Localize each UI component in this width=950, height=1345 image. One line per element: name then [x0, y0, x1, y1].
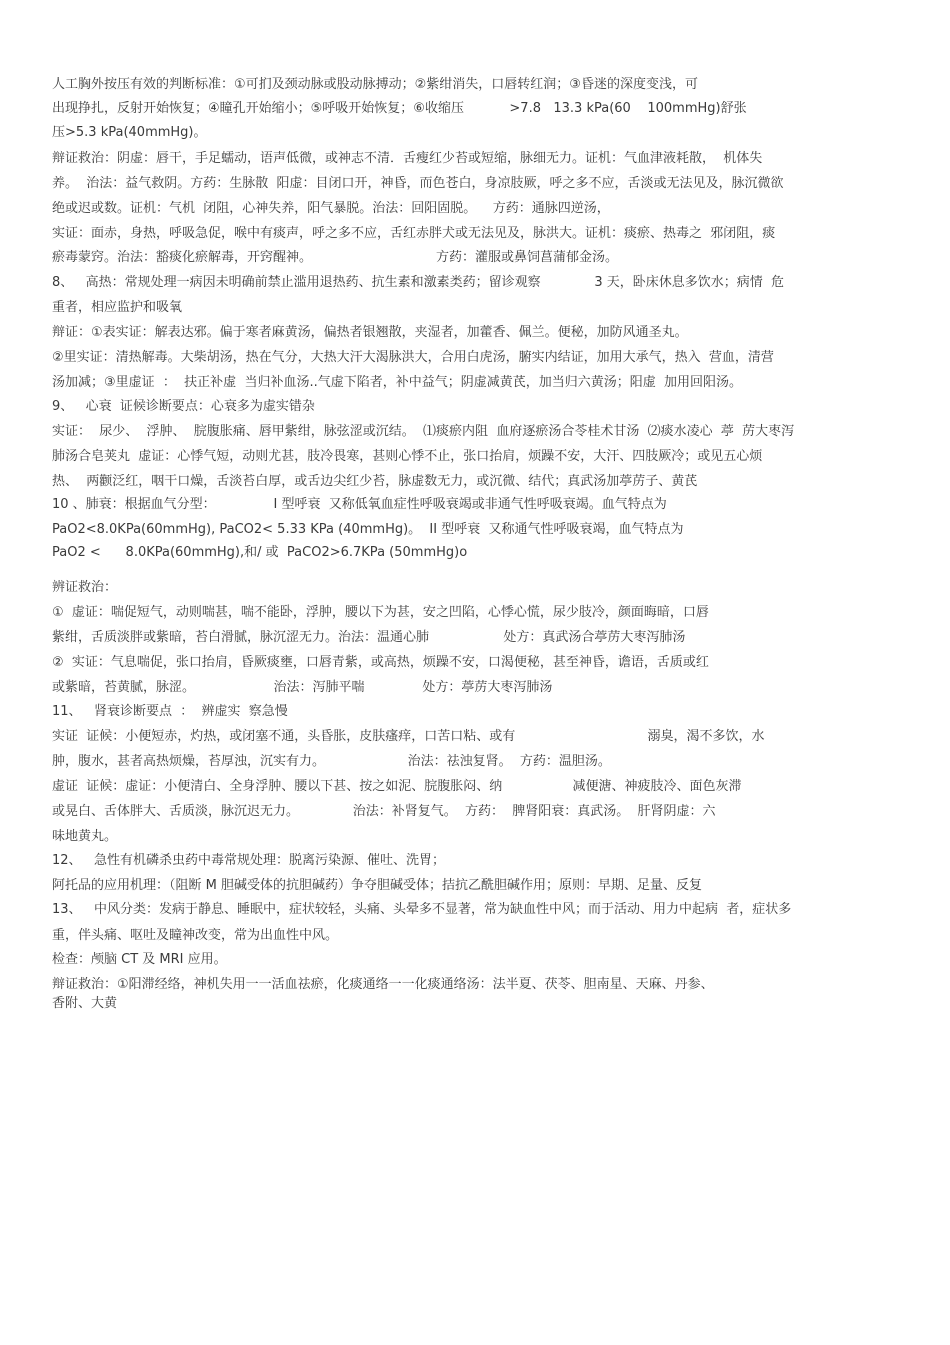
text-line: 12、 急性有机磷杀虫药中毒常规处理：脱离污染源、催吐、洗胃；: [52, 853, 445, 868]
text-line: 10 、肺衰：根据血气分型： I 型呼衰 又称低氧血症性呼吸衰竭或非通气性呼吸衰竭。血气特点为: [52, 497, 667, 512]
text-line: 味地黄丸。: [52, 829, 118, 844]
text-line: 辩证救治：①阳滞经络，神机失用一一活血祛瘀，化痰通络一一化痰通络汤：法半夏、茯苓、胆南星、天麻、丹参、: [52, 977, 714, 992]
text-line: 8、 高热：常规处理一病因未明确前禁止滥用退热药、抗生素和激素类药；留诊观察 3 天，卧床休息多饮水；病情 危: [52, 275, 785, 290]
text-line: 阿托品的应用机理：（阻断 M 胆碱受体的抗胆碱药）争夺胆碱受体；拮抗乙酰胆碱作用；原则：早期、足量、反复: [52, 878, 702, 893]
text-line: 实证： 尿少、 浮肿、 脘腹胀痛、唇甲紫绀，脉弦涩或沉结。 ⑴痰瘀内阻 血府逐瘀汤合苓桂术甘汤 ⑵痰水凌心 葶 苈大枣泻: [52, 424, 795, 439]
text-line: 重者，相应监护和吸氧: [52, 300, 183, 315]
text-line: ②里实证：清热解毒。大柴胡汤，热在气分，大热大汗大渴脉洪大，合用白虎汤，腑实内结证，加用大承气，热入 营血，清营: [52, 350, 774, 365]
text-line: 汤加减；③里虚证 ： 扶正补虚 当归补血汤..气虚下陷者，补中益气；阴虚减黄芪，加当归六黄汤；阳虚 加用回阳汤。: [52, 375, 742, 390]
text-line: 肺汤合皂荚丸 虚证：心悸气短，动则尤甚，肢冷畏寒，甚则心悸不止，张口抬肩，烦躁不安，大汗、四肢厥冷；或见五心烦: [52, 449, 763, 464]
text-line: 检查：颅脑 CT 及 MRI 应用。: [52, 952, 227, 967]
text-line: 压>5.3 kPa(40mmHg)。: [52, 125, 207, 140]
text-line: ② 实证：气息喘促，张口抬肩，昏厥痰壅，口唇青紫，或高热，烦躁不安，口渴便秘，甚至神昏，谵语，舌质或红: [52, 655, 709, 670]
text-line: 9、 心衰 证候诊断要点：心衰多为虚实错杂: [52, 399, 315, 414]
text-line: 热、 两颧泛红，咽干口燥，舌淡苔白厚，或舌边尖红少苔，脉虚数无力，或沉微、结代；真武汤加葶苈子、黄芪: [52, 474, 698, 489]
text-line: 香附、大黄: [52, 996, 118, 1011]
text-line: 辩证：①表实证：解表达邪。偏于寒者麻黄汤，偏热者银翘散，夹湿者，加藿香、佩兰。便秘，加防风通圣丸。: [52, 325, 688, 340]
text-line: 出现挣扎，反射开始恢复；④瞳孔开始缩小；⑤呼吸开始恢复；⑥收缩压 >7.8 13.3 kPa(60 100mmHg)舒张: [52, 101, 747, 116]
text-line: 虚证 证候：虚证：小便清白、全身浮肿、腰以下甚、按之如泥、脘腹胀闷、纳 减便溏、神疲肢冷、面色灰滞: [52, 779, 742, 794]
text-line: 养。 治法：益气救阴。方药：生脉散 阳虚：目闭口开，神昏，而色苍白，身凉肢厥，呼之多不应，舌淡或无法见及，脉沉微欲: [52, 176, 784, 191]
text-line: 实证：面赤，身热，呼吸急促，喉中有痰声，呼之多不应，舌红赤胖犬或无法见及，脉洪大。证机：痰瘀、热毒之 邪闭阻，痰: [52, 226, 776, 241]
text-line: 人工胸外按压有效的判断标准：①可扪及颈动脉或股动脉搏动；②紫绀消失，口唇转红润；③昏迷的深度变浅，可: [52, 77, 698, 92]
text-line: 辩证救治：阴虚：唇干，手足蠕动，语声低微，或神志不清．舌瘦红少苔或短缩，脉细无力。证机：气血津液耗散， 机体失: [52, 151, 763, 166]
text-line: 13、 中风分类：发病于静息、睡眠中，症状较轻，头痛、头晕多不显著，常为缺血性中风；而于活动、用力中起病 者，症状多: [52, 902, 792, 917]
text-line: 肿，腹水，甚者高热烦燥，苔厚浊，沉实有力。 治法：祛浊复肾。 方药：温胆汤。: [52, 754, 611, 769]
text-line: ① 虚证：喘促短气，动则喘甚，喘不能卧，浮肿，腰以下为甚，安之凹陷，心悸心慌，尿少肢冷，颜面晦暗，口唇: [52, 605, 709, 620]
text-line: 实证 证候：小便短赤，灼热，或闭塞不通，头昏胀，皮肤瘙痒，口苦口粘、或有 溺臭，渴不多饮，水: [52, 729, 765, 744]
text-line: 或晃白、舌体胖大、舌质淡，脉沉迟无力。 治法：补肾复气。 方药： 脾肾阳衰：真武汤。 肝肾阴虚：六: [52, 804, 716, 819]
text-line: PaO2 < 8.0KPa(60mmHg),和/ 或 PaCO2>6.7KPa (50mmHg)o: [52, 545, 468, 560]
text-line: 瘀毒蒙窍。治法：豁痰化瘀解毒，开窍醒神。 方药：灌服或鼻饲菖蒲郁金汤。: [52, 250, 618, 265]
text-line: 辨证救治：: [52, 580, 118, 595]
text-line: 紫绀，舌质淡胖或紫暗，苔白滑腻，脉沉涩无力。治法：温通心肺 处方：真武汤合葶苈大枣泻肺汤: [52, 630, 686, 645]
text-line: PaO2<8.0KPa(60mmHg), PaCO2< 5.33 KPa (40mmHg)。 II 型呼衰 又称通气性呼吸衰竭，血气特点为: [52, 522, 684, 537]
text-line: 重，伴头痛、呕吐及瞳神改变，常为出血性中风。: [52, 928, 339, 943]
text-line: 或紫暗，苔黄腻，脉涩。 治法：泻肺平喘 处方：葶苈大枣泻肺汤: [52, 680, 553, 695]
text-line: 11、 肾衰诊断要点 ： 辨虚实 察急慢: [52, 704, 288, 719]
text-line: 绝或迟或数。证机：气机 闭阻，心神失养，阳气暴脱。治法：回阳固脱。 方药：通脉四逆汤，: [52, 201, 610, 216]
